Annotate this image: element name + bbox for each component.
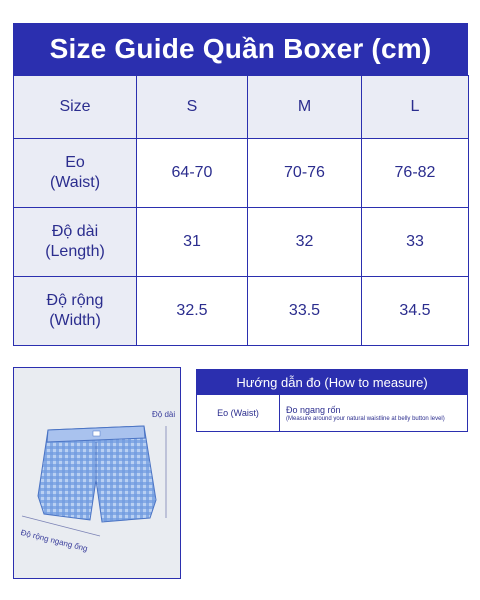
waist-s-value: 64-70 [137,139,248,208]
length-l-value: 33 [362,208,469,277]
waist-m-value: 70-76 [248,139,362,208]
measure-waist-desc [280,395,467,431]
measure-waist-instruction: Đo ngang rốn [286,404,341,415]
length-guide-label: Độ dài [152,410,176,419]
width-m-value: 33.5 [248,277,362,346]
boxer-shorts-illustration [14,368,180,578]
measure-guide-title: Hướng dẫn đo (How to measure) [197,370,467,395]
width-label-vi: Độ rộng [46,292,104,309]
length-label-en: (Length) [45,243,105,260]
size-m-header: M [248,76,362,139]
table-row [14,208,469,277]
waist-label-en: (Waist) [49,174,101,191]
waist-l-value: 76-82 [362,139,469,208]
measure-guide-table [196,369,468,432]
waist-label-vi: Eo [65,154,85,171]
size-header-label: Size [14,76,137,139]
width-s-value: 32.5 [137,277,248,346]
length-s-value: 31 [137,208,248,277]
width-guide-label: Độ rộng ngang ống [19,528,89,554]
length-m-value: 32 [248,208,362,277]
page-title: Size Guide Quần Boxer (cm) [13,23,468,75]
size-table [13,75,469,346]
width-label [14,277,137,346]
measure-waist-note: (Measure around your natural waistline at belly button level) [286,415,445,422]
product-image-panel [13,367,181,579]
width-l-value: 34.5 [362,277,469,346]
length-label [14,208,137,277]
size-header-row [14,76,469,139]
width-label-en: (Width) [49,312,101,329]
size-l-header: L [362,76,469,139]
length-label-vi: Độ dài [51,223,99,240]
table-row [14,139,469,208]
table-row [197,395,467,431]
size-s-header: S [137,76,248,139]
measure-waist-name: Eo (Waist) [197,395,280,431]
waist-label [14,139,137,208]
table-row [14,277,469,346]
